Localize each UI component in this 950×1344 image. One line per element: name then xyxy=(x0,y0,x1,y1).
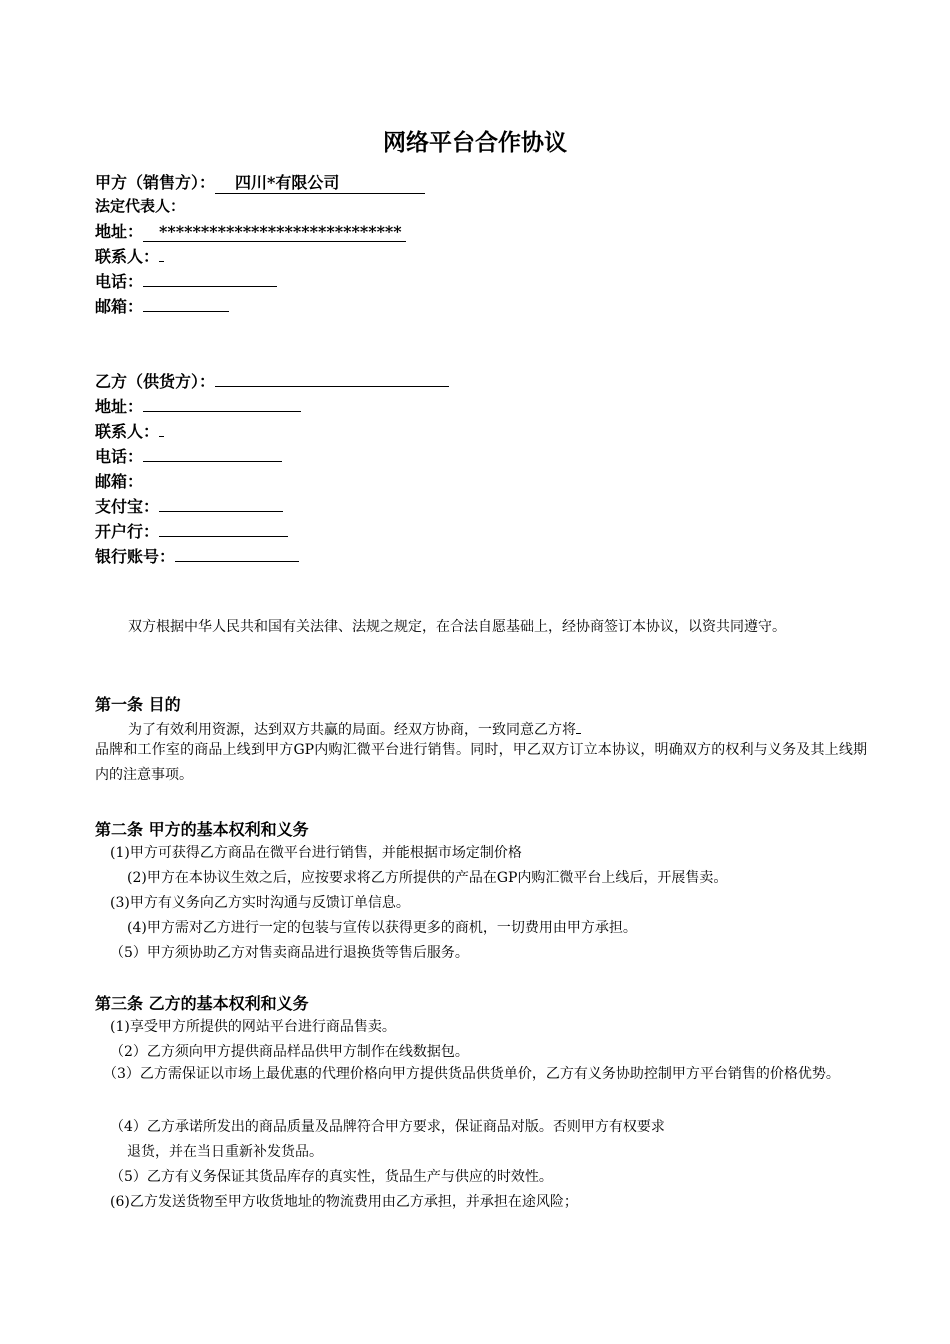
party-a-email-blank xyxy=(143,295,229,312)
party-a-address-value: ***************************** xyxy=(143,222,406,242)
party-a-address-label: 地址： xyxy=(95,222,144,241)
party-a-phone-row xyxy=(95,269,277,292)
party-b-account-row xyxy=(95,544,299,567)
article-3-item-4a: （4）乙方承诺所发出的商品质量及品牌符合甲方要求，保证商品对版。否则甲方有权要求 xyxy=(110,1119,665,1135)
party-b-account-blank xyxy=(175,545,299,562)
article-1-line-2: 品牌和工作室的商品上线到甲方GP内购汇微平台进行销售。同时，甲乙双方订立本协议，明确双方的权利与义务及其上线期内的注意事项。 xyxy=(95,742,867,783)
article-2-heading: 第二条 甲方的基本权利和义务 xyxy=(95,820,309,839)
party-b-email-label: 邮箱： xyxy=(95,472,144,491)
article-2-item-1: (1)甲方可获得乙方商品在微平台进行销售，并能根据市场定制价格 xyxy=(110,845,522,861)
party-b-bank-label: 开户行： xyxy=(95,522,160,541)
party-a-contact-label: 联系人： xyxy=(95,247,160,266)
party-b-name-blank xyxy=(215,370,449,387)
party-a-rep-label: 法定代表人： xyxy=(95,197,186,215)
document-title: 网络平台合作协议 xyxy=(383,129,567,156)
intro-paragraph: 双方根据中华人民共和国有关法律、法规之规定，在合法自愿基础上，经协商签订本协议，以资共同遵守。 xyxy=(128,619,786,635)
party-a-name-row xyxy=(95,170,425,194)
party-a-name-label: 甲方（销售方）： xyxy=(95,173,216,192)
party-b-phone-blank xyxy=(143,445,282,462)
brand-blank xyxy=(576,717,581,734)
party-a-address-row xyxy=(95,219,406,242)
article-2-item-5: （5）甲方须协助乙方对售卖商品进行退换货等售后服务。 xyxy=(110,945,469,961)
article-3-item-4b: 退货，并在当日重新补发货品。 xyxy=(127,1144,323,1160)
party-b-contact-label: 联系人： xyxy=(95,422,160,441)
party-b-address-blank xyxy=(143,395,301,412)
article-3-heading: 第三条 乙方的基本权利和义务 xyxy=(95,994,309,1013)
party-b-bank-row xyxy=(95,519,288,542)
party-b-contact-blank xyxy=(159,420,164,437)
party-b-alipay-blank xyxy=(159,495,283,512)
party-a-phone-blank xyxy=(143,270,277,287)
party-b-bank-blank xyxy=(159,520,288,537)
article-3-item-1: (1)享受甲方所提供的网站平台进行商品售卖。 xyxy=(110,1019,396,1035)
article-3-item-2: （2）乙方须向甲方提供商品样品供甲方制作在线数据包。 xyxy=(110,1044,469,1060)
party-a-name-value: 四川*有限公司 xyxy=(215,170,425,194)
party-a-email-label: 邮箱： xyxy=(95,297,144,316)
party-a-contact-row xyxy=(95,244,164,267)
party-a-contact-blank xyxy=(159,245,164,262)
party-b-account-label: 银行账号： xyxy=(95,547,176,566)
party-b-address-label: 地址： xyxy=(95,397,144,416)
party-b-name-label: 乙方（供货方）： xyxy=(95,372,216,391)
article-3-item-6: (6)乙方发送货物至甲方收货地址的物流费用由乙方承担，并承担在途风险； xyxy=(110,1194,578,1210)
party-b-phone-row xyxy=(95,444,282,467)
article-2-item-3: (3)甲方有义务向乙方实时沟通与反馈订单信息。 xyxy=(110,895,410,911)
article-1-heading: 第一条 目的 xyxy=(95,695,181,714)
party-b-alipay-label: 支付宝： xyxy=(95,497,160,516)
article-2-item-4: (4)甲方需对乙方进行一定的包装与宣传以获得更多的商机，一切费用由甲方承担。 xyxy=(127,920,637,936)
party-a-phone-label: 电话： xyxy=(95,272,144,291)
party-a-email-row xyxy=(95,294,229,317)
article-3-item-5: （5）乙方有义务保证其货品库存的真实性，货品生产与供应的时效性。 xyxy=(110,1169,553,1185)
party-b-alipay-row xyxy=(95,494,283,517)
party-b-name-row xyxy=(95,369,449,392)
party-b-phone-label: 电话： xyxy=(95,447,144,466)
article-2-item-2: (2)甲方在本协议生效之后，应按要求将乙方所提供的产品在GP内购汇微平台上线后，开展售卖。 xyxy=(127,870,728,886)
article-3-item-3: （3）乙方需保证以市场上最优惠的代理价格向甲方提供货品供货单价，乙方有义务协助控制甲方平台销售的价格优势。 xyxy=(103,1066,840,1082)
party-b-contact-row xyxy=(95,419,164,442)
article-1-line-1: 为了有效利用资源，达到双方共赢的局面。经双方协商，一致同意乙方将 xyxy=(128,717,581,739)
party-b-address-row xyxy=(95,394,301,417)
